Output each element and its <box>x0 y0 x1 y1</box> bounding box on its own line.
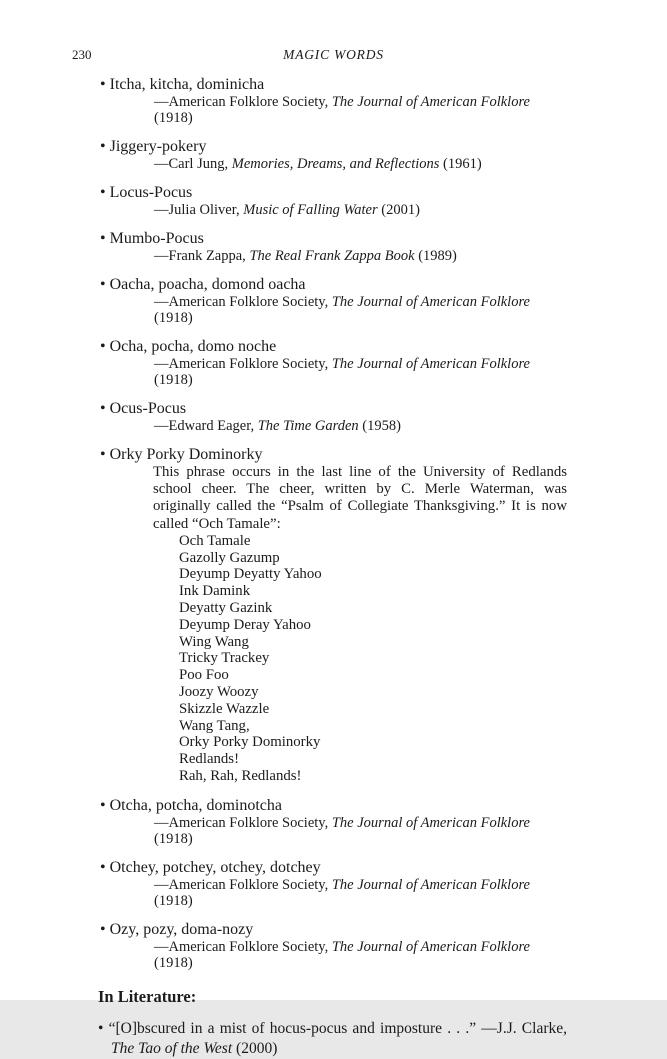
entry-term: • Jiggery-pokery <box>100 138 567 155</box>
entry <box>100 400 567 434</box>
cheer-line: Och Tamale <box>179 532 251 549</box>
citation-work-title: The Journal of American Folklore <box>331 94 530 110</box>
entry-term: • Otcha, potcha, dominotcha <box>100 797 567 814</box>
citation-author: —American Folklore Society, <box>154 876 332 893</box>
citation-author: —Julia Oliver, <box>154 202 244 218</box>
entry-term: • Locus-Pocus <box>100 184 567 201</box>
cheer-line: Deyump Deray Yahoo <box>179 616 311 633</box>
cheer-line: Deyump Deyatty Yahoo <box>179 566 322 583</box>
entry-term: • Ocus-Pocus <box>100 400 567 417</box>
entry <box>100 921 567 971</box>
page-number: 230 <box>72 47 92 62</box>
entry-term: • Ocha, pocha, domo noche <box>100 338 567 355</box>
entry <box>100 76 567 126</box>
entry <box>100 230 567 264</box>
page-content <box>100 76 567 1059</box>
entry-citation <box>154 356 567 388</box>
citation-work-title: The Time Garden <box>257 418 359 434</box>
cheer-line: Skizzle Wazzle <box>179 700 270 717</box>
cheer-line: Deyatty Gazink <box>179 600 273 616</box>
entry <box>100 446 567 785</box>
entry-term: • Oacha, poacha, domond oacha <box>100 276 567 293</box>
citation-year: (1918) <box>154 954 193 971</box>
cheer-line: Ink Damink <box>179 583 251 600</box>
citation-work-title: The Journal of American Folklore <box>331 876 530 893</box>
entry-citation <box>154 418 567 434</box>
citation-work-title: The Journal of American Folklore <box>331 814 530 831</box>
cheer-line: Gazolly Gazump <box>179 549 280 566</box>
citation-author: —American Folklore Society, <box>154 294 332 310</box>
citation-year: (1918) <box>154 830 193 847</box>
cheer-list <box>179 533 567 785</box>
citation-author: —American Folklore Society, <box>154 938 332 955</box>
entry-citation <box>154 202 567 218</box>
citation-work-title: The Journal of American Folklore <box>331 294 530 310</box>
citation-year: (1958) <box>358 418 401 434</box>
citation-author: —American Folklore Society, <box>154 356 332 372</box>
cheer-line: Tricky Trackey <box>179 650 270 667</box>
citation-year: (1961) <box>439 156 482 172</box>
citation-author: —Carl Jung, <box>154 156 232 172</box>
entry-term: • Mumbo-Pocus <box>100 230 567 247</box>
entry-citation <box>154 248 567 264</box>
entry <box>100 859 567 909</box>
entry <box>100 338 567 388</box>
citation-author: —American Folklore Society, <box>154 814 332 831</box>
running-title: MAGIC WORDS <box>283 47 384 62</box>
citation-year: (1989) <box>414 248 457 264</box>
citation-author: —American Folklore Society, <box>154 94 332 110</box>
cheer-line: Wang Tang, <box>179 717 250 734</box>
entry-term: • Ozy, pozy, doma-nozy <box>100 921 567 938</box>
citation-work-title: The Journal of American Folklore <box>331 938 530 955</box>
citation-author: —Edward Eager, <box>154 418 258 434</box>
citation-work-title: Music of Falling Water <box>243 202 378 218</box>
cheer-line: Orky Porky Dominorky <box>179 734 321 751</box>
cheer-line: Joozy Woozy <box>179 683 259 700</box>
citation-year: (2001) <box>377 202 420 218</box>
entry-term: • Orky Porky Dominorky <box>100 446 567 463</box>
citation-author: —Frank Zappa, <box>154 248 250 264</box>
entry <box>100 276 567 326</box>
entry-note: This phrase occurs in the last line of the University of Redlands school cheer. The cheer, written by C. Merle Waterman, was originally called the “Psalm of Collegiate Thanksgiving.” It is now called “Och Tamale”: <box>153 464 567 532</box>
page-header <box>72 47 595 63</box>
entry <box>100 138 567 172</box>
entry <box>100 797 567 847</box>
citation-year: (1918) <box>154 372 193 388</box>
entry-citation <box>154 939 567 971</box>
citation-work-title: Memories, Dreams, and Reflections <box>231 156 440 172</box>
entry-term: • Itcha, kitcha, dominicha <box>100 76 567 93</box>
entry-citation <box>154 156 567 172</box>
quote-text: “[O]bscured in a mist of hocus-pocus and imposture . . .” —J.J. Clarke, <box>108 1019 567 1037</box>
citation-year: (1918) <box>154 892 193 909</box>
section-heading: In Literature: <box>98 986 197 1006</box>
entry-citation <box>154 94 567 126</box>
literature-item <box>98 1019 567 1059</box>
citation-year: (2000) <box>232 1039 278 1057</box>
cheer-line: Rah, Rah, Redlands! <box>179 767 302 784</box>
citation-year: (1918) <box>154 310 193 326</box>
cheer-line: Redlands! <box>179 751 239 768</box>
citation-work-title: The Tao of the West <box>111 1039 233 1057</box>
entry-term: • Otchey, potchey, otchey, dotchey <box>100 859 567 876</box>
citation-work-title: The Real Frank Zappa Book <box>249 248 415 264</box>
citation-work-title: The Journal of American Folklore <box>331 356 530 372</box>
cheer-line: Wing Wang <box>179 633 249 650</box>
entry-citation <box>154 815 567 847</box>
entry <box>100 184 567 218</box>
entry-citation <box>154 294 567 326</box>
citation-year: (1918) <box>154 110 193 126</box>
entry-citation <box>154 877 567 909</box>
cheer-line: Poo Foo <box>179 667 229 684</box>
